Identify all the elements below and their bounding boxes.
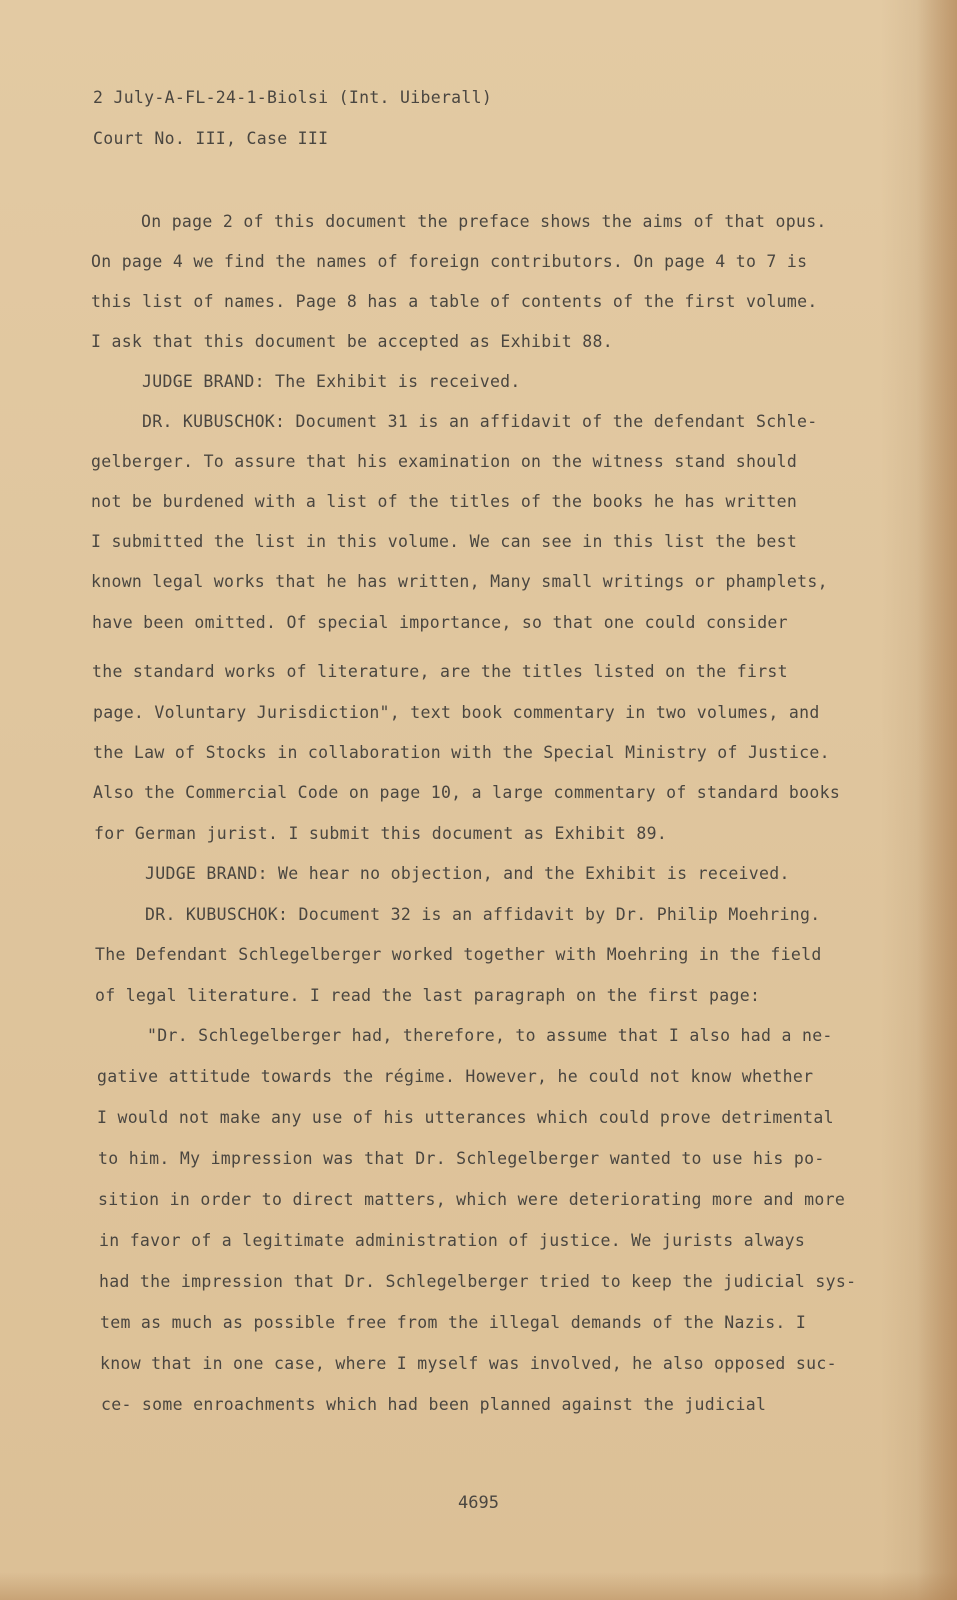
body-line: DR. KUBUSCHOK: Document 31 is an affidavit of the defendant Schle-: [142, 412, 818, 431]
body-line: gelberger. To assure that his examination on the witness stand should: [91, 452, 798, 471]
body-line: "Dr. Schlegelberger had, therefore, to assume that I also had a ne-: [147, 1026, 833, 1045]
body-line: the Law of Stocks in collaboration with the Special Ministry of Justice.: [93, 743, 830, 762]
body-line: to him. My impression was that Dr. Schlegelberger wanted to use his po-: [98, 1149, 825, 1168]
body-line: DR. KUBUSCHOK: Document 32 is an affidavit by Dr. Philip Moehring.: [145, 905, 821, 924]
body-line: know that in one case, where I myself was involved, he also opposed suc-: [100, 1354, 837, 1373]
body-line: known legal works that he has written, Many small writings or phamplets,: [91, 572, 828, 591]
transcript-header-id: 2 July-A-FL-24-1-Biolsi (Int. Uiberall): [93, 88, 493, 107]
page-number: 4695: [458, 1493, 499, 1513]
body-line: of legal literature. I read the last paragraph on the first page:: [95, 986, 761, 1005]
body-line: I submitted the list in this volume. We can see in this list the best: [91, 532, 798, 551]
body-line: the standard works of literature, are the titles listed on the first: [92, 662, 788, 681]
body-line: sition in order to direct matters, which were deteriorating more and more: [98, 1190, 846, 1209]
transcript-court-case: Court No. III, Case III: [93, 129, 329, 148]
body-line: I would not make any use of his utterances which could prove detrimental: [97, 1108, 834, 1127]
body-line: The Defendant Schlegelberger worked together with Moehring in the field: [95, 945, 822, 964]
body-line: gative attitude towards the régime. However, he could not know whether: [97, 1067, 814, 1086]
body-line: I ask that this document be accepted as Exhibit 88.: [91, 332, 613, 351]
body-line: not be burdened with a list of the titles of the books he has written: [91, 492, 798, 511]
body-line: JUDGE BRAND: We hear no objection, and the Exhibit is received.: [145, 864, 790, 883]
body-line: for German jurist. I submit this document as Exhibit 89.: [94, 824, 668, 843]
body-line: had the impression that Dr. Schlegelberger tried to keep the judicial sys-: [99, 1272, 857, 1291]
body-line: page. Voluntary Jurisdiction", text book commentary in two volumes, and: [93, 703, 820, 722]
body-line: On page 4 we find the names of foreign contributors. On page 4 to 7 is: [91, 252, 808, 271]
body-line: have been omitted. Of special importance, so that one could consider: [92, 613, 788, 632]
body-line: tem as much as possible free from the illegal demands of the Nazis. I: [100, 1313, 807, 1332]
body-line: Also the Commercial Code on page 10, a large commentary of standard books: [93, 783, 841, 802]
page-edge-shadow: [917, 0, 957, 1600]
body-line: JUDGE BRAND: The Exhibit is received.: [142, 372, 521, 391]
body-line: ce- some enroachments which had been planned against the judicial: [101, 1395, 767, 1414]
page-bottom-shadow: [0, 1572, 957, 1600]
body-line: this list of names. Page 8 has a table of contents of the first volume.: [91, 292, 818, 311]
body-line: in favor of a legitimate administration of justice. We jurists always: [99, 1231, 806, 1250]
body-line: On page 2 of this document the preface shows the aims of that opus.: [141, 212, 827, 231]
